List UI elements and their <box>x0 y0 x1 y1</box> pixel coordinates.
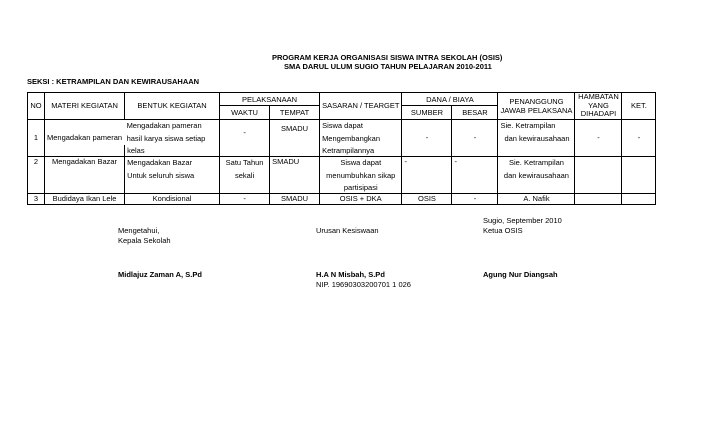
header-sasaran: SASARAN / TEARGET <box>320 93 402 120</box>
header-pj-line2: JAWAB PELAKSANA <box>500 105 573 115</box>
row1-bentuk-line2: hasil karya siswa setiap <box>125 132 220 145</box>
table-header-row <box>28 93 656 106</box>
row2-ket <box>622 156 656 193</box>
row1-pj-empty <box>498 145 575 156</box>
row3-no: 3 <box>28 193 45 204</box>
place-date: Sugio, September 2010 <box>483 216 562 225</box>
header-hambatan-line3: DIHADAPI <box>580 109 617 118</box>
header-penanggung-jawab <box>498 93 575 120</box>
header-waktu: WAKTU <box>220 106 270 119</box>
row1-materi: Mengadakan pameran <box>45 119 125 156</box>
header-besar: BESAR <box>452 106 498 119</box>
urusan-kesiswaan-label: Urusan Kesiswaan <box>316 226 379 235</box>
row2-besar: - <box>452 156 498 193</box>
ketua-osis-label: Ketua OSIS <box>483 226 523 235</box>
signatory-ketua-osis: Agung Nur Diangsah <box>483 270 558 279</box>
row3-pj: A. Nafik <box>498 193 575 204</box>
document-title: PROGRAM KERJA ORGANISASI SISWA INTRA SEKOLAH (OSIS) <box>272 53 503 62</box>
row2-bentuk-empty <box>125 182 220 193</box>
header-hambatan-line2: YANG <box>588 100 609 110</box>
row3-sumber: OSIS <box>402 193 452 204</box>
row2-sasaran-line2: menumbuhkan sikap <box>320 169 402 182</box>
signatory-kepala-sekolah: Midlajuz Zaman A, S.Pd <box>118 270 202 279</box>
row1-bentuk-line3: kelas <box>125 145 220 156</box>
row3-waktu: - <box>220 193 270 204</box>
signatory-urusan-kesiswaan: H.A N Misbah, S.Pd <box>316 270 385 279</box>
row3-besar: - <box>452 193 498 204</box>
row2-waktu-line2: sekali <box>220 169 270 182</box>
row3-sasaran: OSIS + DKA <box>320 193 402 204</box>
row3-tempat: SMADU <box>270 193 320 204</box>
table-row <box>28 193 656 204</box>
row3-materi: Budidaya Ikan Lele <box>45 193 125 204</box>
header-tempat: TEMPAT <box>270 106 320 119</box>
row2-hambatan <box>575 156 622 193</box>
header-ket: KET. <box>622 93 656 120</box>
work-program-table <box>27 92 656 205</box>
row2-waktu-line1: Satu Tahun <box>220 156 270 169</box>
row1-pj-line2: dan kewirausahaan <box>498 132 575 145</box>
row1-bentuk-line1: Mengadakan pameran <box>125 119 220 132</box>
row1-sasaran-line1: Siswa dapat <box>320 119 402 132</box>
header-materi: MATERI KEGIATAN <box>45 93 125 120</box>
row2-pj-line1: Sie. Ketrampilan <box>498 156 575 169</box>
row2-pj-line2: dan kewirausahaan <box>498 169 575 182</box>
row1-ket: - <box>622 119 656 156</box>
header-no: NO <box>28 93 45 120</box>
row2-bentuk-line1: Mengadakan Bazar <box>125 156 220 169</box>
row1-waktu: - <box>220 119 270 156</box>
row2-bentuk-line2: Untuk seluruh siswa <box>125 169 220 182</box>
row1-besar: - <box>452 119 498 156</box>
row3-hambatan <box>575 193 622 204</box>
row1-sumber: - <box>402 119 452 156</box>
header-pelaksanaan: PELAKSANAAN <box>220 93 320 106</box>
row2-sasaran-line1: Siswa dapat <box>320 156 402 169</box>
row1-sasaran-line3: Ketrampilannya <box>320 145 402 156</box>
row2-no: 2 <box>28 156 45 193</box>
kepala-sekolah-label: Kepala Sekolah <box>118 236 171 245</box>
row2-sasaran-line3: partisipasi <box>320 182 402 193</box>
row1-tempat: SMADU <box>270 119 320 156</box>
header-sumber: SUMBER <box>402 106 452 119</box>
header-pj-line1: PENANGGUNG <box>509 96 564 106</box>
header-bentuk: BENTUK KEGIATAN <box>125 93 220 120</box>
row1-hambatan: - <box>575 119 622 156</box>
row1-pj-line1: Sie. Ketrampilan <box>498 119 575 132</box>
row2-pj-empty <box>498 182 575 193</box>
document-subtitle: SMA DARUL ULUM SUGIO TAHUN PELAJARAN 2010-2011 <box>284 62 492 71</box>
row1-no: 1 <box>28 119 45 156</box>
section-label: SEKSI : KETRAMPILAN DAN KEWIRAUSAHAAN <box>27 77 200 86</box>
table-row <box>28 156 656 169</box>
row2-materi: Mengadakan Bazar <box>45 156 125 193</box>
row3-ket <box>622 193 656 204</box>
mengetahui-label: Mengetahui, <box>118 226 160 235</box>
table-row <box>28 119 656 132</box>
header-hambatan <box>575 93 622 120</box>
row1-sasaran-line2: Mengembangkan <box>320 132 402 145</box>
row3-bentuk: Kondisional <box>125 193 220 204</box>
row2-tempat: SMADU <box>270 156 320 193</box>
header-dana: DANA / BIAYA <box>402 93 498 106</box>
row2-waktu-empty <box>220 182 270 193</box>
row2-sumber: - <box>402 156 452 193</box>
nip-number: NIP. 19690303200701 1 026 <box>316 280 411 289</box>
header-hambatan-line1: HAMBATAN <box>578 92 619 101</box>
